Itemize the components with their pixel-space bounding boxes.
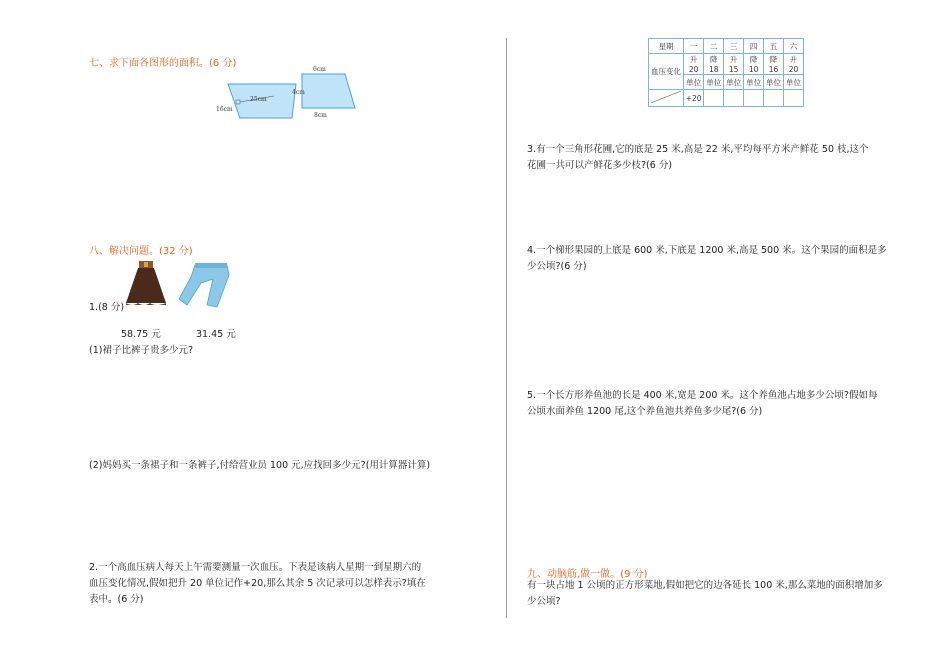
fig1-height-label: 25cm [250, 96, 267, 103]
parallelogram-figure-2 [302, 74, 355, 108]
question-2-line-3: 表中。(6 分) [89, 594, 144, 605]
answer-cell[interactable]: +20 [684, 90, 704, 107]
table-row [649, 54, 804, 75]
change-cell: 降 18 [704, 54, 724, 75]
column-divider [506, 38, 507, 618]
pants-price: 31.45 元 [196, 329, 236, 340]
header-label-cell: 星期 [649, 39, 684, 54]
day-cell: 四 [744, 39, 764, 54]
pants-image [177, 261, 232, 311]
unit-cell: 单位 [784, 75, 804, 90]
question-2-line-1: 2.一个高血压病人每天上午需要测量一次血压。下表是该病人星期一到星期六的 [89, 562, 422, 573]
change-cell: 降 16 [764, 54, 784, 75]
fig2-height-label: 4cm [292, 89, 305, 96]
question-1a: (1)裙子比裤子贵多少元? [89, 345, 193, 356]
change-cell: 升 20 [784, 54, 804, 75]
question-1-label: 1.(8 分) [89, 302, 125, 313]
geometry-figures [212, 66, 362, 124]
change-cell: 升 20 [684, 54, 704, 75]
unit-cell: 单位 [724, 75, 744, 90]
question-3-line-2: 花圃一共可以产鲜花多少枝?(6 分) [527, 160, 673, 171]
unit-cell: 单位 [704, 75, 724, 90]
day-cell: 五 [764, 39, 784, 54]
day-cell: 三 [724, 39, 744, 54]
section-9-title: 九、动脑筋,做一做。(9 分) [527, 569, 648, 580]
unit-cell: 单位 [764, 75, 784, 90]
day-cell: 一 [684, 39, 704, 54]
day-cell: 六 [784, 39, 804, 54]
day-cell: 二 [704, 39, 724, 54]
diagonal-line [649, 90, 683, 104]
fig2-bottom-label: 8cm [314, 112, 327, 119]
unit-cell: 单位 [744, 75, 764, 90]
table-row [649, 39, 804, 54]
answer-cell[interactable] [704, 90, 724, 107]
question-4-line-1: 4.一个梯形果园的上底是 600 米,下底是 1200 米,高是 500 米。这个果园的面积是多 [527, 245, 887, 256]
section-9-line-2: 少公顷? [527, 596, 561, 607]
question-5-line-1: 5.一个长方形养鱼池的长是 400 米,宽是 200 米。这个养鱼池占地多少公顷?假如每 [527, 390, 878, 401]
answer-cell[interactable] [764, 90, 784, 107]
answer-cell[interactable] [724, 90, 744, 107]
section-9-line-1: 有一块占地 1 公顷的正方形菜地,假如把它的边各延长 100 米,那么菜地的面积增加多 [527, 580, 883, 591]
section-7-title: 七、求下面各图形的面积。(6 分) [89, 58, 237, 69]
question-2-line-2: 血压变化情况,假如把升 20 单位记作+20,那么其余 5 次记录可以怎样表示?填在 [89, 578, 426, 589]
question-5-line-2: 公顷水面养鱼 1200 尾,这个养鱼池共养鱼多少尾?(6 分) [527, 406, 763, 417]
skirt-price: 58.75 元 [121, 329, 161, 340]
change-cell: 降 10 [744, 54, 764, 75]
row-label-cell: 血压变化 [649, 54, 684, 90]
answer-cell[interactable] [744, 90, 764, 107]
fig1-base-label: 16cm [216, 106, 233, 113]
answer-cell[interactable] [784, 90, 804, 107]
blood-pressure-table [648, 38, 804, 107]
change-cell: 升 15 [724, 54, 744, 75]
question-1b: (2)妈妈买一条裙子和一条裤子,付给营业员 100 元,应找回多少元?(用计算器计算) [89, 460, 431, 471]
question-3-line-1: 3.有一个三角形花圃,它的底是 25 米,高是 22 米,平均每平方米产鲜花 50 枝,这个 [527, 144, 869, 155]
table-row [649, 90, 804, 107]
skirt-image [124, 259, 168, 309]
diagonal-cell [649, 90, 684, 107]
question-4-line-2: 少公顷?(6 分) [527, 261, 587, 272]
section-8-title: 八、解决问题。(32 分) [89, 246, 193, 257]
unit-cell: 单位 [684, 75, 704, 90]
fig2-top-label: 6cm [313, 66, 326, 73]
